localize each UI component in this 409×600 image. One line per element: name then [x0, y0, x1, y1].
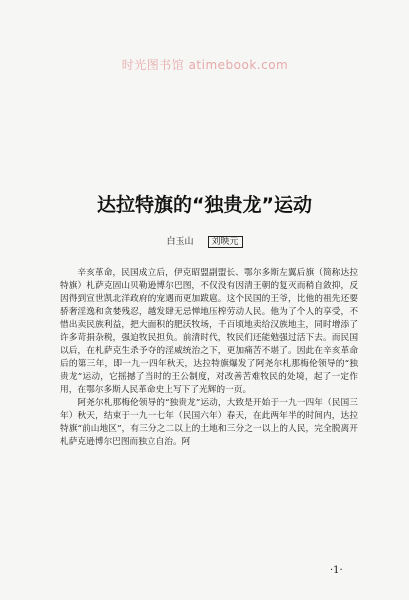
- byline: [0, 234, 409, 247]
- article-body: [60, 267, 358, 449]
- paragraph: 阿尧尔札那梅伦领导的“独贵龙”运动，大致是开始于一九一四年（民国三年）秋天，结束于一九一七年（民国六年）春天，在此两年半的时间内，达拉特旗“前山地区”，有三分之二以上的土地和三分之一以上的人民，完全脱离开札萨克逊博尔巴图而独立自治。阿: [60, 398, 358, 447]
- article-title: 达拉特旗的“独贵龙”运动: [97, 194, 312, 216]
- watermark: 时光图书馆 atimebook.com: [121, 58, 289, 72]
- page-number: ·1·: [330, 565, 343, 576]
- paragraph: 辛亥革命，民国成立后，伊克昭盟副盟长、鄂尔多斯左翼后旗（简称达拉特旗）札萨克固山贝勒逊博尔巴图，不仅没有因清王朝的复灭而稍自敛抑，反因得到宣世凯北洋政府的宠遇而更加跋扈。这个民国的王爷，比他的祖先还要骄奢淫逸和贪婪残忍，越发肆无忌惮地压榨劳动人民。他为了个人的享受，不惜出卖民族利益，把大面积的肥沃牧场，千百顷地卖给汉族地主，同时增添了许多苛捐杂税，强迫牧民担负。前清时代，牧民们还能勉强过活下去。而民国以后，在札萨克生杀予夺的淫威统治之下，更加痛苦不堪了。因此在辛亥革命后的第三年，即一九一四年秋天，达拉特旗爆发了阿尧尔札那梅伦领导的“独贵龙”运动，它摇撼了当时的王公制度，对改善苦难牧民的处境，起了一定作用，在鄂尔多斯人民革命史上写下了光辉的一页。: [60, 268, 358, 395]
- author-name-boxed: 刘映元: [208, 236, 243, 248]
- author-name: 白玉山: [166, 237, 194, 247]
